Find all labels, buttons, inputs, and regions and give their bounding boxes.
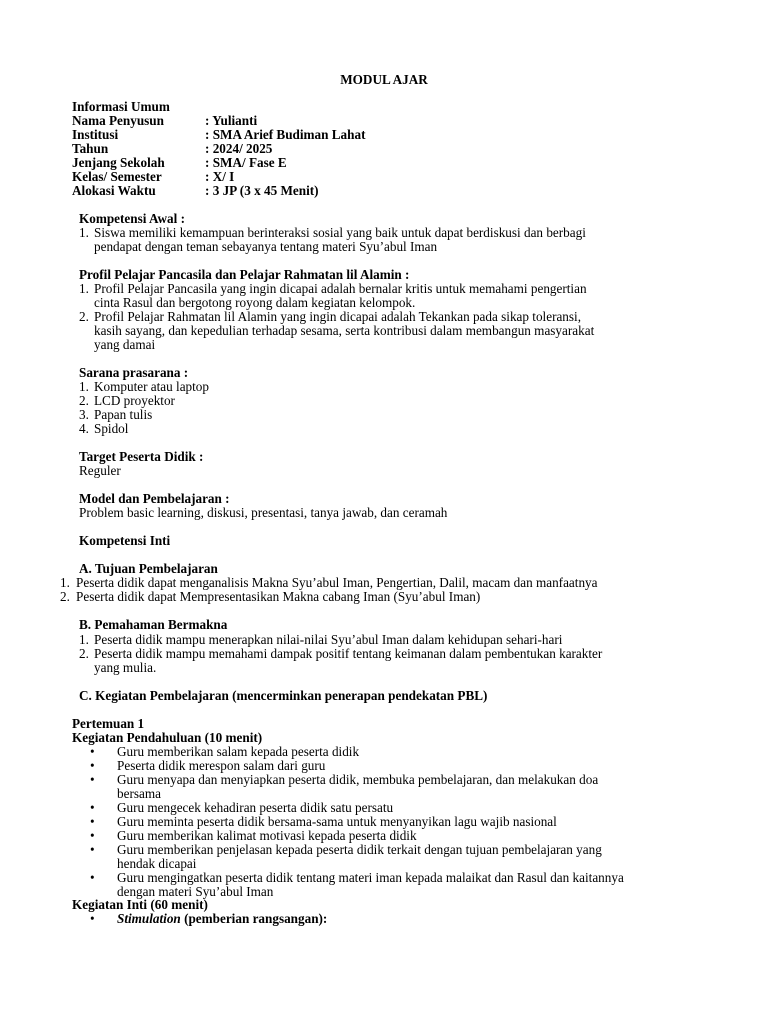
info-key: Kelas/ Semester: [72, 169, 162, 184]
info-value: : Yulianti: [205, 113, 258, 128]
list-item: • Guru menyapa dan menyiapkan peserta didik, membuka pembelajaran, dan melakukan doa bersama: [90, 772, 599, 801]
info-value: : SMA Arief Budiman Lahat: [205, 127, 366, 142]
bullet-icon: •: [90, 870, 95, 885]
info-row: [72, 114, 572, 128]
list-item: 2. Peserta didik dapat Mempresentasikan Makna cabang Iman (Syu’abul Iman): [60, 589, 481, 604]
info-row: [72, 142, 572, 156]
list-item: 1. Peserta didik mampu menerapkan nilai-nilai Syu’abul Iman dalam kehidupan sehari-hari: [79, 632, 563, 647]
sarana-heading: Sarana prasarana :: [79, 365, 189, 380]
info-key: Tahun: [72, 141, 109, 156]
target-heading: Target Peserta Didik :: [79, 449, 204, 464]
sarana-list: [79, 380, 679, 436]
info-value: : 3 JP (3 x 45 Menit): [205, 183, 319, 198]
info-key: Institusi: [72, 127, 119, 142]
document-title: MODUL AJAR: [340, 72, 428, 87]
info-row: [72, 128, 572, 142]
kompetensi-awal-heading: Kompetensi Awal :: [79, 211, 185, 226]
kompetensi-awal-list: [79, 226, 679, 254]
model-text: Problem basic learning, diskusi, presentasi, tanya jawab, dan ceramah: [79, 505, 448, 520]
info-value: : X/ I: [205, 169, 235, 184]
pemahaman-heading: B. Pemahaman Bermakna: [79, 617, 228, 632]
inti-heading: Kegiatan Inti (60 menit): [72, 897, 208, 912]
tujuan-heading: A. Tujuan Pembelajaran: [79, 561, 218, 576]
list-item: • Guru meminta peserta didik bersama-sama untuk menyanyikan lagu wajib nasional: [90, 814, 557, 829]
list-item: 3. Papan tulis: [79, 407, 153, 422]
stimulation-label: Stimulation: [117, 911, 181, 926]
list-item: • Guru memberikan salam kepada peserta didik: [90, 744, 360, 759]
info-key: Nama Penyusun: [72, 113, 164, 128]
info-value: : 2024/ 2025: [205, 141, 273, 156]
info-row: [72, 170, 572, 184]
list-item: • Guru memberikan penjelasan kepada peserta didik terkait dengan tujuan pembelajaran yang hendak dicapai: [90, 842, 602, 871]
model-heading: Model dan Pembelajaran :: [79, 491, 230, 506]
list-item: 2. LCD proyektor: [79, 393, 175, 408]
bullet-icon: •: [90, 842, 95, 857]
kegiatan-heading: C. Kegiatan Pembelajaran (mencerminkan penerapan pendekatan PBL): [79, 688, 488, 703]
list-item: 2. Peserta didik mampu memahami dampak positif tentang keimanan dalam pembentukan karakter yang mulia.: [79, 646, 603, 675]
list-item: • Stimulation (pemberian rangsangan):: [90, 911, 328, 926]
kompetensi-inti-heading: Kompetensi Inti: [79, 533, 171, 548]
target-text: Reguler: [79, 463, 121, 478]
profil-heading: Profil Pelajar Pancasila dan Pelajar Rahmatan lil Alamin :: [79, 267, 410, 282]
list-item: 1. Siswa memiliki kemampuan berinteraksi sosial yang baik untuk dapat berdiskusi dan berbagi pendapat dengan teman sebayanya tentang materi Syu’abul Iman: [79, 225, 586, 254]
list-item: • Peserta didik merespon salam dari guru: [90, 758, 326, 773]
info-key: Jenjang Sekolah: [72, 155, 165, 170]
pendahuluan-heading: Kegiatan Pendahuluan (10 menit): [72, 730, 263, 745]
profil-list: [79, 282, 679, 352]
bullet-icon: •: [90, 744, 95, 759]
tujuan-list: [60, 576, 597, 604]
list-item: 1. Komputer atau laptop: [79, 379, 209, 394]
list-item: 1. Peserta didik dapat menganalisis Makna Syu’abul Iman, Pengertian, Dalil, macam dan manfaatnya: [60, 575, 598, 590]
bullet-icon: •: [90, 911, 95, 926]
bullet-icon: •: [90, 814, 95, 829]
info-block: [72, 100, 572, 198]
list-item: • Guru mengecek kehadiran peserta didik satu persatu: [90, 800, 394, 815]
info-row: [72, 156, 572, 170]
list-item: 1. Profil Pelajar Pancasila yang ingin dicapai adalah bernalar kritis untuk memahami pengertian cinta Rasul dan bergotong royong dalam kegiatan kelompok.: [79, 281, 587, 310]
info-heading: Informasi Umum: [72, 99, 170, 114]
pemahaman-list: [79, 633, 679, 675]
bullet-icon: •: [90, 828, 95, 843]
pertemuan-heading: Pertemuan 1: [72, 716, 145, 731]
bullet-icon: •: [90, 758, 95, 773]
bullet-icon: •: [90, 800, 95, 815]
bullet-icon: •: [90, 772, 95, 787]
list-item: 4. Spidol: [79, 421, 129, 436]
list-item: 2. Profil Pelajar Rahmatan lil Alamin yang ingin dicapai adalah Tekankan pada sikap toleransi, kasih sayang, dan kepedulian terhadap sesama, serta kontribusi dalam membangun masyarakat yang damai: [79, 309, 595, 352]
info-key: Alokasi Waktu: [72, 183, 156, 198]
inti-list: [90, 912, 710, 926]
pendahuluan-list: [90, 745, 710, 899]
list-item: • Guru mengingatkan peserta didik tentang materi iman kepada malaikat dan Rasul dan kaitannya dengan materi Syu’abul Iman: [90, 870, 624, 899]
info-value: : SMA/ Fase E: [205, 155, 287, 170]
list-item: • Guru memberikan kalimat motivasi kepada peserta didik: [90, 828, 417, 843]
info-row: [72, 184, 572, 198]
